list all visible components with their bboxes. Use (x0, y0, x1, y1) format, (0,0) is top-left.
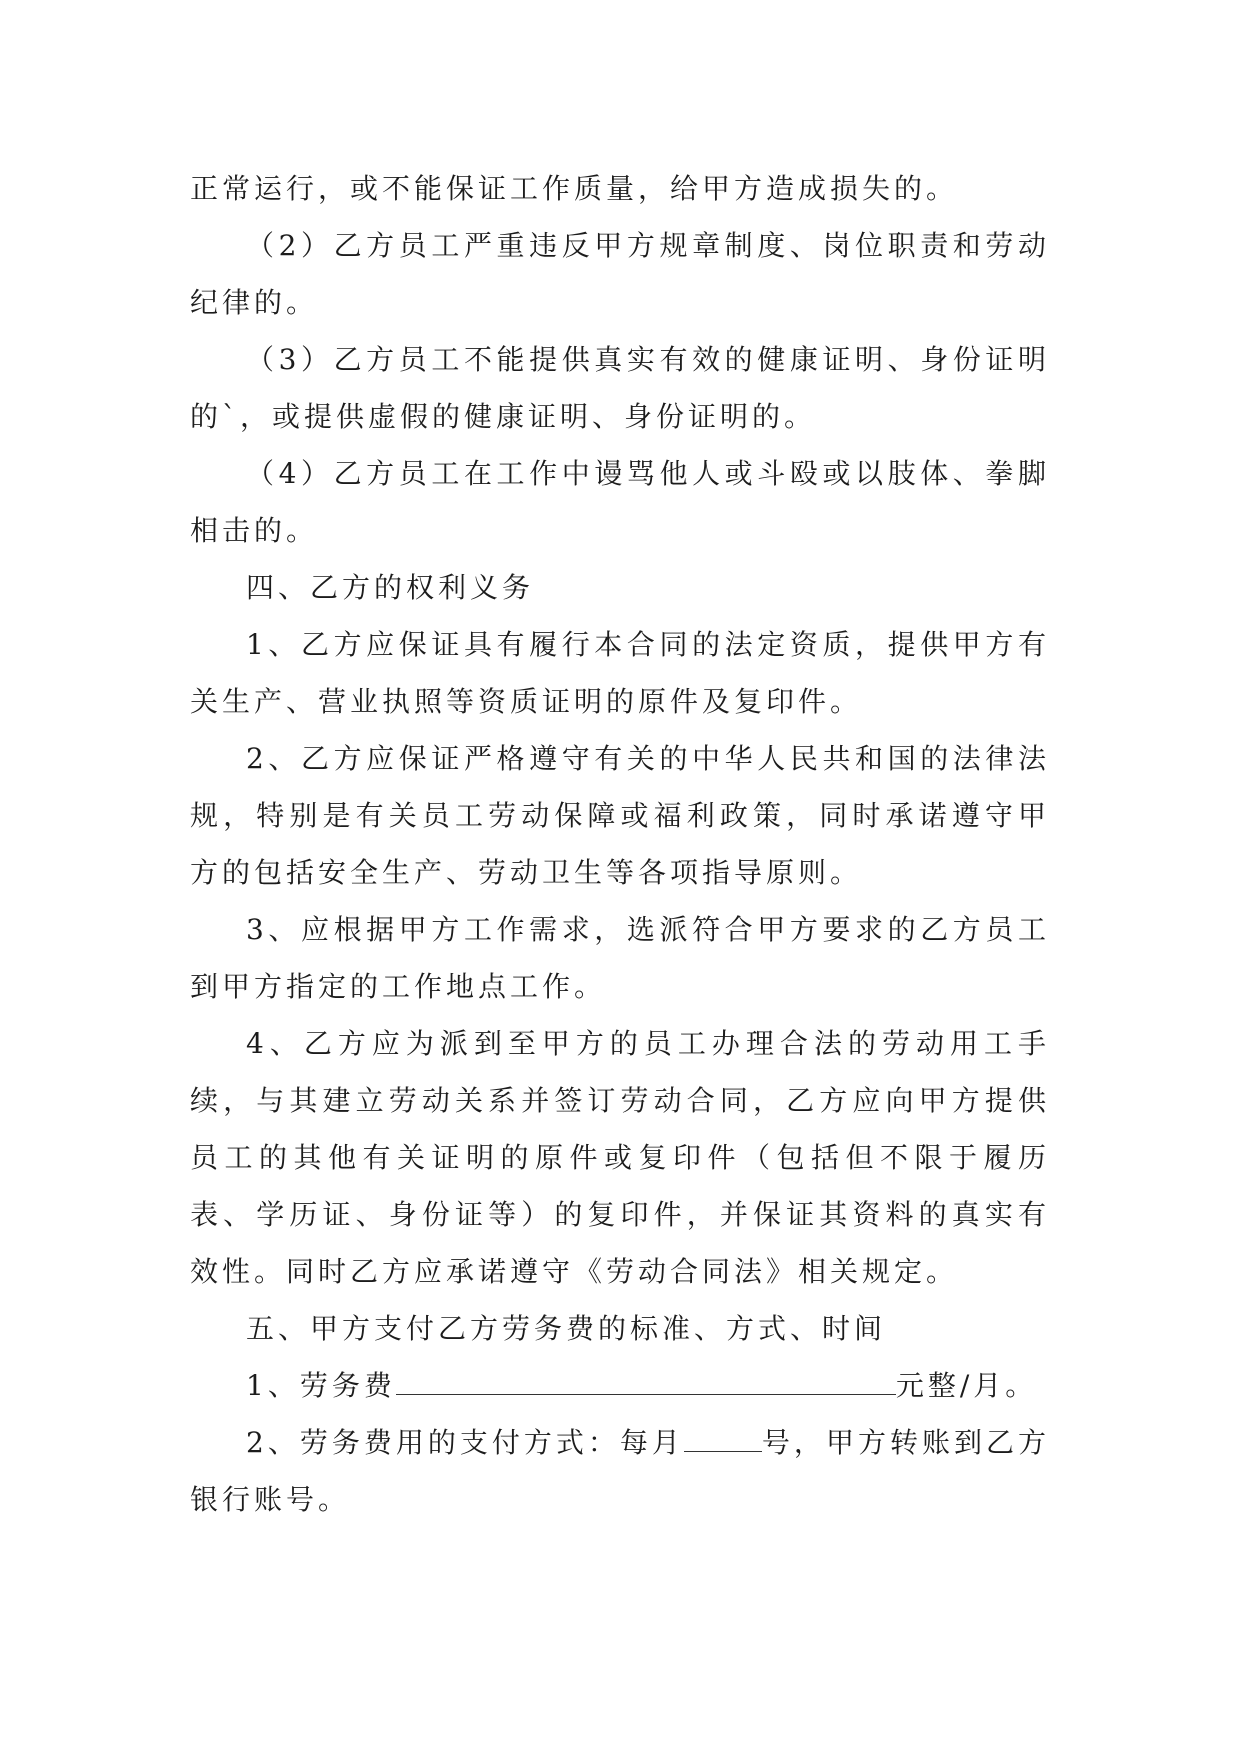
payment-day-blank (684, 1421, 762, 1452)
fee-unit: 元整/月。 (895, 1369, 1038, 1402)
paragraph-continuation: 正常运行，或不能保证工作质量，给甲方造成损失的。 (190, 172, 959, 205)
fee-amount-blank (396, 1364, 896, 1395)
section-heading-5: 五、甲方支付乙方劳务费的标准、方式、时间 (246, 1312, 887, 1345)
paragraph-obligation-1: 1、乙方应保证具有履行本合同的法定资质，提供甲方有关生产、营业执照等资质证明的原件及复印件。 (190, 628, 1050, 718)
document-body (190, 160, 1050, 1528)
paragraph-obligation-2: 2、乙方应保证严格遵守有关的中华人民共和国的法律法规，特别是有关员工劳动保障或福利政策，同时承诺遵守甲方的包括安全生产、劳动卫生等各项指导原则。 (190, 742, 1050, 889)
paragraph-obligation-3: 3、应根据甲方工作需求，选派符合甲方要求的乙方员工到甲方指定的工作地点工作。 (190, 913, 1050, 1003)
paragraph-payment (190, 1414, 1050, 1528)
fee-label: 1、劳务费 (246, 1369, 396, 1402)
paragraph-obligation-4: 4、乙方应为派到至甲方的员工办理合法的劳动用工手续，与其建立劳动关系并签订劳动合同，乙方应向甲方提供员工的其他有关证明的原件或复印件（包括但不限于履历表、学历证、身份证等）的复印件，并保证其资料的真实有效性。同时乙方应承诺遵守《劳动合同法》相关规定。 (190, 1027, 1050, 1288)
payment-suffix: 号，甲方转账到乙方银行账号。 (190, 1426, 1050, 1516)
section-heading-4: 四、乙方的权利义务 (246, 571, 535, 604)
paragraph-clause-2: （2）乙方员工严重违反甲方规章制度、岗位职责和劳动纪律的。 (190, 229, 1050, 319)
paragraph-clause-4: （4）乙方员工在工作中谩骂他人或斗殴或以肢体、拳脚相击的。 (190, 457, 1050, 547)
paragraph-fee (190, 1357, 1050, 1414)
paragraph-clause-3: （3）乙方员工不能提供真实有效的健康证明、身份证明的`，或提供虚假的健康证明、身份证明的。 (190, 343, 1050, 433)
payment-label: 2、劳务费用的支付方式：每月 (246, 1426, 684, 1459)
